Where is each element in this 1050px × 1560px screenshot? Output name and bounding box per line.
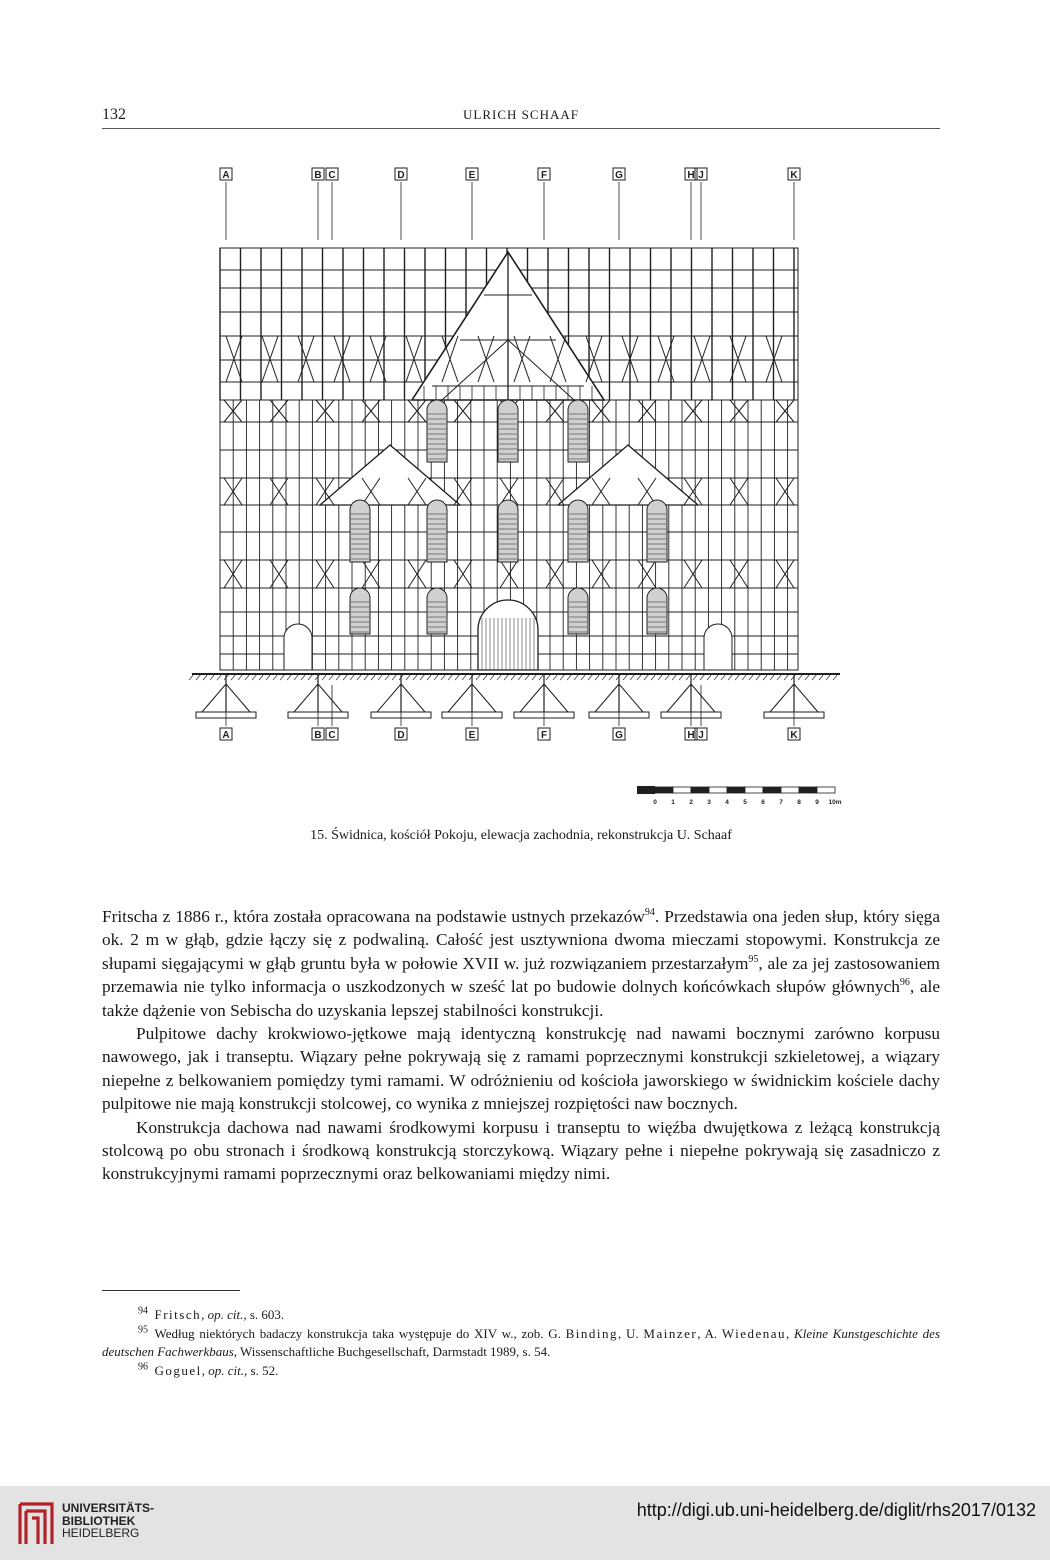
footing-brace [595, 684, 619, 712]
footnotes [102, 1306, 940, 1381]
scale-label: 5 [743, 799, 747, 806]
axis-label-top: D [397, 170, 405, 181]
footnote-number: 95 [138, 1324, 148, 1336]
elevation-drawing [180, 160, 860, 810]
arched-window [350, 500, 370, 562]
footnote-text: , Wissenschaftliche Buchgesellschaft, Darmstadt 1989, s. 54. [233, 1344, 551, 1360]
axis-label-top: G [615, 170, 623, 181]
axis-label-bottom: E [468, 730, 476, 741]
side-door-left [284, 624, 312, 670]
footing-brace [448, 684, 472, 712]
footing-brace [202, 684, 226, 712]
footnote [102, 1325, 940, 1362]
library-logo-icon [14, 1496, 58, 1550]
axis-label-bottom: G [615, 730, 623, 741]
footing-brace [318, 684, 342, 712]
text-run: Pulpitowe dachy krokwiowo-jętkowe mają identyczną konstrukcję nad nawami bocznymi zarówno korpusu nawowego, jak i transeptu. Wiązary pełne pokrywają się z ramami poprzecznymi konstrukcji szkieletowej, a wiązary niepełne z belkowaniem pomiędzy tymi ramami. W odróżnieniu od kościoła jaworskiego w świdnickim kościele dachy pulpitowe nie mają konstrukcji stolcowej, co wynika z mniejszej rozpiętości naw bocznych. [102, 1024, 940, 1114]
scale-label: 10m [828, 799, 842, 806]
side-door-right [704, 624, 732, 670]
arched-window [498, 400, 518, 462]
page-number: 132 [102, 106, 126, 123]
figure-caption: 15. Świdnica, kościół Pokoju, elewacja zachodnia, rekonstrukcja U. Schaaf [310, 828, 732, 843]
axis-label-bottom: C [328, 730, 336, 741]
footing-brace [691, 684, 715, 712]
footing-brace [619, 684, 643, 712]
footnote-ref: 94 [644, 907, 655, 919]
library-line-1: UNIVERSITÄTS- [62, 1501, 155, 1515]
footing-brace [377, 684, 401, 712]
scale-bar-segment [817, 787, 835, 793]
axis-label-top: B [314, 170, 322, 181]
footnote-text: op. cit. [208, 1363, 245, 1379]
axis-label-top: E [468, 170, 476, 181]
footing-brace [794, 684, 818, 712]
axis-label-bottom: K [790, 730, 798, 741]
scale-bar-segment [727, 787, 745, 793]
scale-bar-segment [745, 787, 763, 793]
footnote-text: Według niektórych badaczy konstrukcja taka występuje do XIV w., zob. G. [154, 1325, 566, 1341]
scale-label: 2 [689, 799, 693, 806]
axis-label-bottom: H [687, 730, 695, 741]
footing-brace [226, 684, 250, 712]
scale-label: 3 [707, 799, 711, 806]
paragraph [102, 905, 940, 1022]
text-run: , ale także dążenie von Sebischa do uzyskania lepszej stabilności konstrukcji. [102, 977, 940, 1020]
text-run: . Przedstawia ona jeden słup, który sięga ok. 2 m w głąb, gdzie łączy się z podwaliną. Całość jest usztywniona dwoma mieczami stopowymi. Konstrukcja ze słupami sięgającymi w głąb gruntu była w połowie XVII w. już rozwiązaniem przestarzałym [102, 907, 940, 973]
footnote-text: op. cit. [207, 1307, 244, 1322]
footnote-number: 96 [138, 1361, 148, 1373]
scale-label: 8 [797, 799, 801, 806]
footnote-text: , A. [697, 1325, 722, 1341]
paragraph [102, 1022, 940, 1116]
axis-label-top: H [687, 170, 695, 181]
scale-label: 7 [779, 799, 783, 806]
scale-label: 1 [671, 799, 675, 806]
library-name [62, 1502, 154, 1540]
footnote-rule [102, 1290, 240, 1291]
axis-label-bottom: J [698, 730, 704, 741]
text-run: Fritscha z 1886 r., która została opracowana na podstawie ustnych przekazów [102, 907, 645, 926]
footnote-text: , U. [618, 1325, 644, 1341]
arched-window [568, 400, 588, 462]
library-line-2: BIBLIOTHEK [62, 1513, 136, 1528]
footer-bar [0, 1486, 1050, 1560]
footnote-text: Wiedenau [721, 1325, 787, 1341]
axis-label-bottom: D [397, 730, 405, 741]
footing-brace [544, 684, 568, 712]
elevation-svg [180, 160, 860, 810]
footnote-text: Goguel [154, 1363, 202, 1379]
scale-label: 6 [761, 799, 765, 806]
axis-label-top: C [328, 170, 336, 181]
footnote-text: , [201, 1307, 208, 1322]
axis-label-top: F [540, 170, 548, 181]
text-run: , ale za jej zastosowaniem przemawia nie tylko informacja o uszkodzonych w sześć lat po budowie dolnych końcówkach słupów głównych [102, 953, 940, 997]
arched-window [647, 500, 667, 562]
footing-brace [770, 684, 794, 712]
scale-bar-segment [709, 787, 727, 793]
axis-label-bottom: A [222, 730, 230, 741]
arched-window [498, 500, 518, 562]
ground-hatch [189, 674, 194, 680]
footnote [102, 1306, 940, 1325]
footnote-text: , s. 52. [244, 1363, 279, 1379]
axis-label-top: J [698, 170, 704, 181]
scale-bar-segment [673, 787, 691, 793]
scale-bar-segment [691, 787, 709, 793]
footnote-text: Kleine Kunstgeschichte des deutschen Fachwerkbaus [102, 1325, 941, 1360]
scale-bar-segment [799, 787, 817, 793]
scale-bar-segment [655, 787, 673, 793]
footnote-text: Mainzer [643, 1325, 698, 1341]
source-url-link[interactable]: http://digi.ub.uni-heidelberg.de/diglit/rhs2017/0132 [636, 1500, 1036, 1520]
library-line-3: HEIDELBERG [62, 1526, 140, 1540]
footnote [102, 1362, 940, 1381]
footing-brace [294, 684, 318, 712]
running-head: ULRICH SCHAAF [463, 107, 579, 122]
footing-brace [401, 684, 425, 712]
footnote-number: 94 [138, 1305, 148, 1317]
footnote-ref: 96 [899, 977, 910, 989]
axis-label-top: K [790, 170, 798, 181]
footnote-text: , s. 603. [243, 1307, 285, 1322]
arched-window [427, 400, 447, 462]
footnote-text: , [786, 1325, 795, 1341]
footnote-text: , [201, 1363, 209, 1379]
footnote-text: Fritsch [154, 1307, 202, 1322]
footnote-ref: 95 [748, 954, 759, 966]
footing-brace [667, 684, 691, 712]
main-door [478, 600, 538, 670]
scale-bar-segment [781, 787, 799, 793]
arched-window [427, 500, 447, 562]
paragraph [102, 1116, 940, 1186]
footing-brace [472, 684, 496, 712]
footing-brace [520, 684, 544, 712]
footnote-text: Binding [565, 1325, 618, 1341]
axis-label-bottom: F [540, 730, 548, 741]
scale-label: 4 [725, 799, 729, 806]
page-header [102, 104, 940, 129]
axis-label-top: A [222, 170, 230, 181]
scale-bar-segment [763, 787, 781, 793]
scale-bar-segment [637, 786, 655, 794]
axis-label-bottom: B [314, 730, 322, 741]
body-text [102, 905, 940, 1186]
scale-label: 0 [653, 799, 657, 806]
arched-window [568, 500, 588, 562]
scale-label: 9 [815, 799, 819, 806]
text-run: Konstrukcja dachowa nad nawami środkowymi korpusu i transeptu to więźba dwujętkowa z leżącą konstrukcją stolcową po obu stronach i środkową konstrukcją storczykową. Wiązary pełne i niepełne pokrywają się zasadniczo z konstrukcyjnymi ramami poprzecznymi oraz belkowaniami między nimi. [102, 1117, 940, 1184]
